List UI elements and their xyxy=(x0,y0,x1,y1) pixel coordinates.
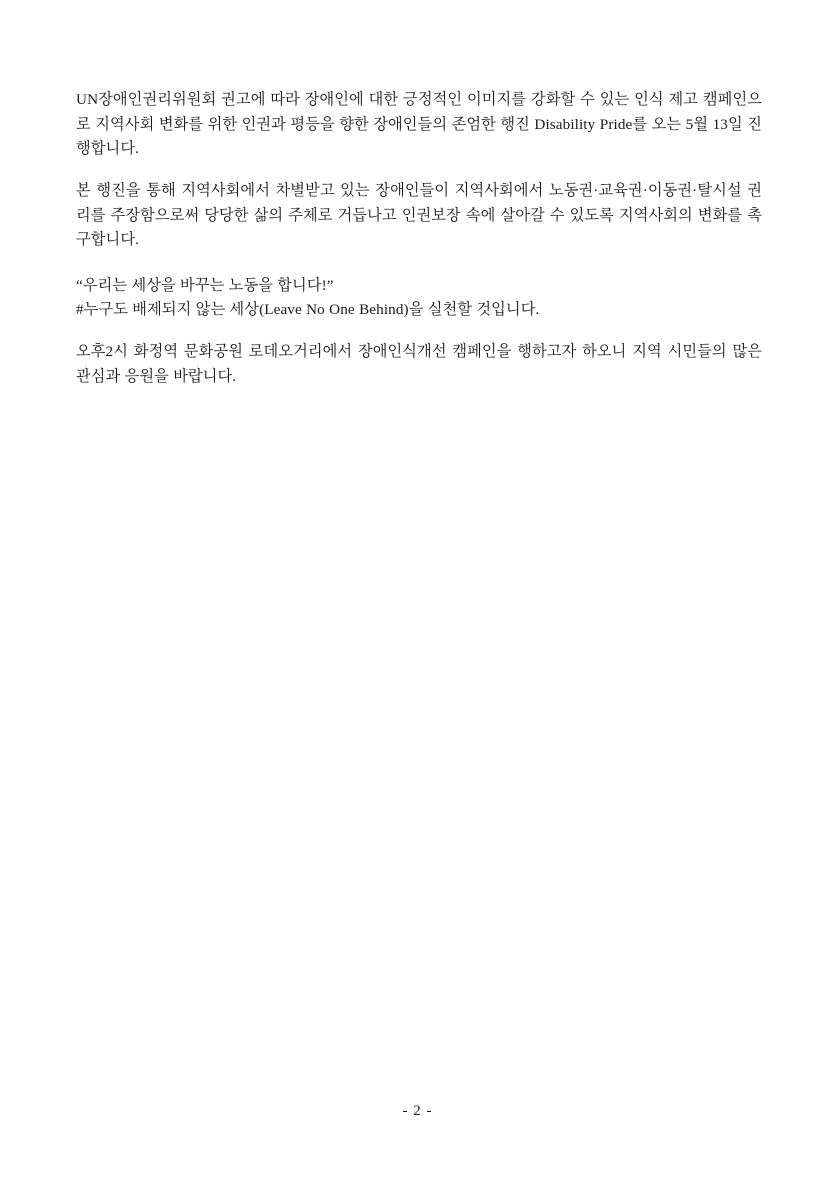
document-body xyxy=(76,88,762,389)
paragraph-campaign-announcement: UN장애인권리위원회 권고에 따라 장애인에 대한 긍정적인 이미지를 강화할 수 있는 인식 제고 캠페인으로 지역사회 변화를 위한 인권과 평등을 향한 장애인들의 존엄한 행진 Disability Pride를 오는 5월 13일 진행합니다. xyxy=(76,91,762,158)
paragraph-slogan-block xyxy=(76,274,762,323)
slogan-line-quote: “우리는 세상을 바꾸는 노동을 합니다!” xyxy=(76,276,334,294)
paragraph-event-details: 오후2시 화정역 문화공원 로데오거리에서 장애인식개선 캠페인을 행하고자 하오니 지역 시민들의 많은 관심과 응원을 바랍니다. xyxy=(76,343,762,385)
paragraph-purpose-statement: 본 행진을 통해 지역사회에서 차별받고 있는 장애인들이 지역사회에서 노동권·교육권·이동권·탈시설 권리를 주장함으로써 당당한 삶의 주체로 거듭나고 인권보장 속에 살아갈 수 있도록 지역사회의 변화를 촉구합니다. xyxy=(76,181,762,249)
page-number-footer: - 2 - xyxy=(402,1103,433,1119)
slogan-line-hashtag: #누구도 배제되지 않는 세상(Leave No One Behind)을 실천할 것입니다. xyxy=(76,301,540,319)
